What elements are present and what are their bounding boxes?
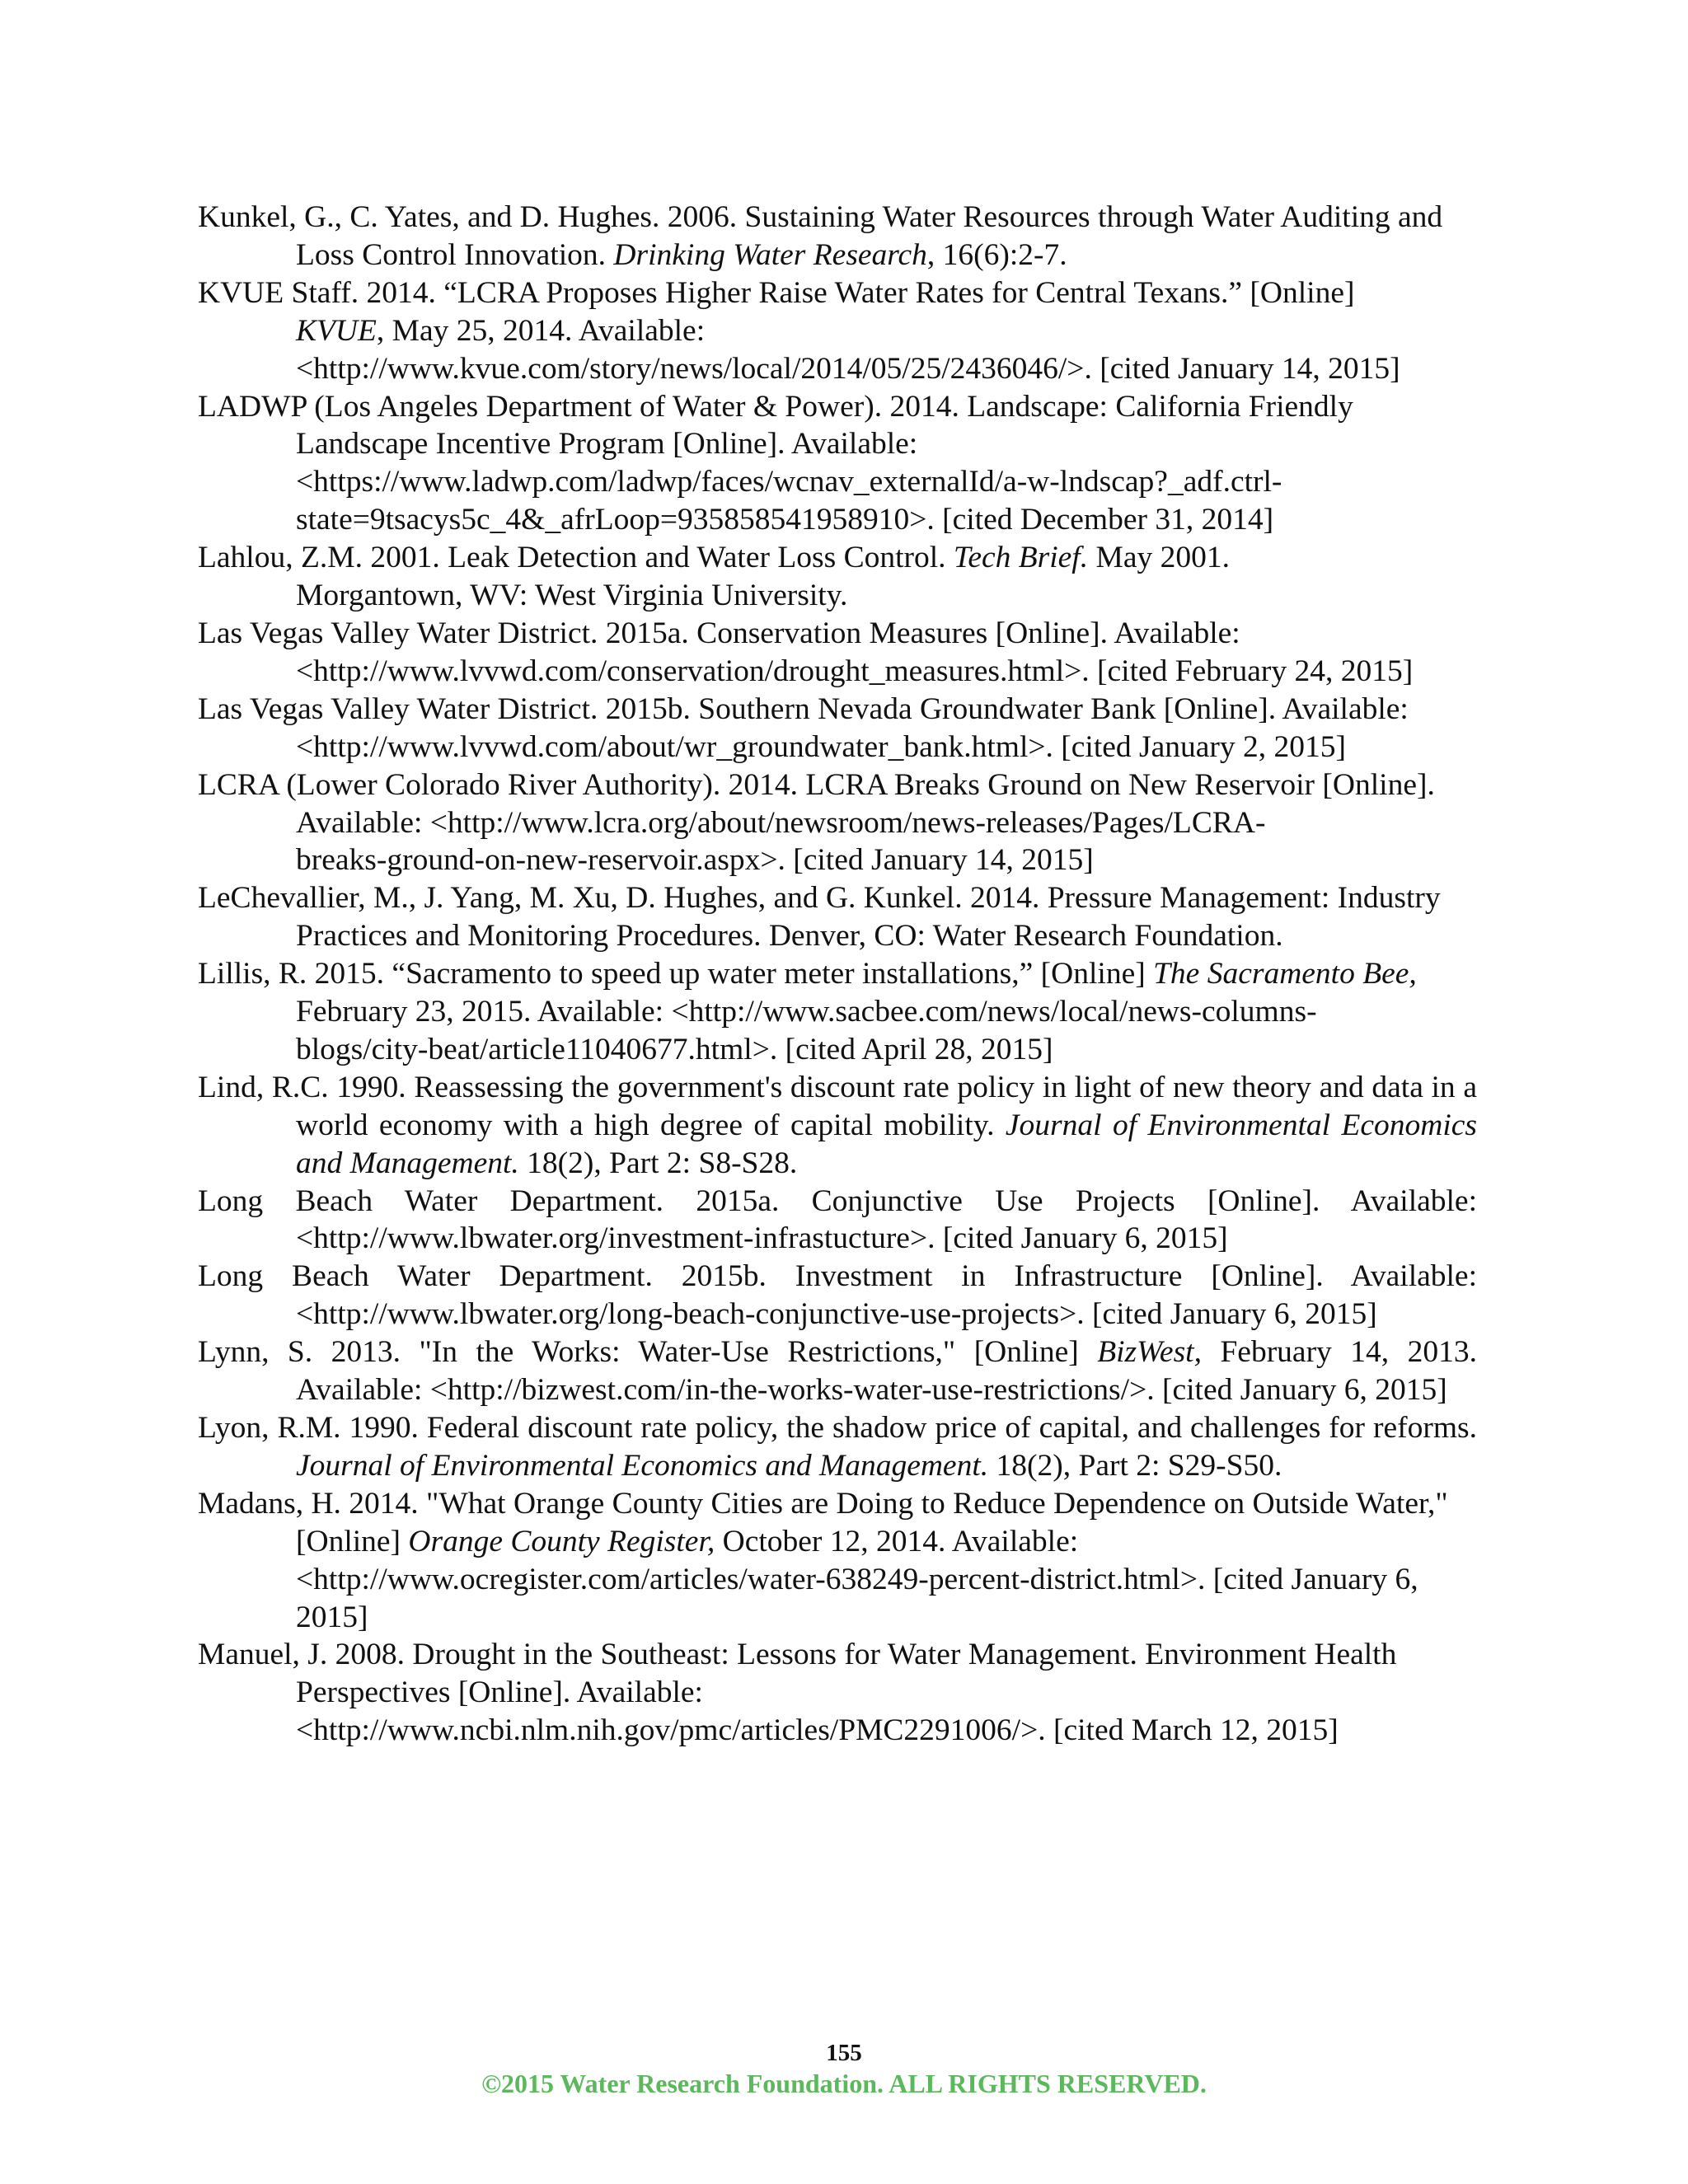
reference-text: Lahlou, Z.M. 2001. Leak Detection and Water Loss Control. bbox=[198, 541, 954, 575]
reference-text: <http://www.lvvwd.com/conservation/drought_measures.html>. [cited February 24, 2015] bbox=[296, 654, 1414, 688]
reference-source-title: The Sacramento Bee, bbox=[1153, 957, 1417, 991]
reference-text: Madans, H. 2014. "What Orange County Cities are Doing to Reduce Dependence on Outside Water," [Online] bbox=[198, 1486, 1448, 1558]
reference-text: Lynn, S. 2013. "In the Works: Water-Use Restrictions," [Online] bbox=[198, 1335, 1098, 1370]
reference-text: February 23, 2015. Available: <http://www.sacbee.com/news/local/news-columns- bbox=[296, 995, 1317, 1029]
reference-source-title: Orange County Register, bbox=[408, 1524, 715, 1558]
reference-text: May 2001. bbox=[1088, 541, 1230, 575]
reference-entry bbox=[198, 1258, 1477, 1333]
reference-text: LCRA (Lower Colorado River Authority). 2014. LCRA Breaks Ground on New Reservoir [Online]. Available: <http://www.lcra.org/about/newsroom/news-releases/Pages/LCRA- bbox=[198, 767, 1435, 840]
reference-text: Lind, R.C. 1990. Reassessing the government's discount rate policy in light of new theory and data in a world economy with a high degree of capital mobility. bbox=[198, 1070, 1477, 1142]
reference-entry bbox=[198, 1485, 1477, 1637]
reference-text: , 16(6):2-7. bbox=[926, 237, 1067, 272]
reference-text: , May 25, 2014. Available: bbox=[376, 313, 706, 348]
reference-entry bbox=[198, 1333, 1477, 1409]
reference-text: Long Beach Water Department. 2015b. Investment in Infrastructure [Online]. Available: <http://www.lbwater.org/long-beach-conjunctive-use-projects>. [cited January 6, 2015] bbox=[198, 1259, 1477, 1332]
reference-text: Manuel, J. 2008. Drought in the Southeast: Lessons for Water Management. Environment Health Perspectives [Online]. Available: bbox=[198, 1638, 1397, 1710]
reference-text: <https://www.ladwp.com/ladwp/faces/wcnav_externalId/a-w-lndscap?_adf.ctrl- bbox=[296, 465, 1282, 499]
reference-entry bbox=[198, 879, 1477, 955]
reference-text: <http://www.ncbi.nlm.nih.gov/pmc/articles/PMC2291006/>. [cited March 12, 2015] bbox=[296, 1713, 1339, 1748]
reference-text: Lyon, R.M. 1990. Federal discount rate policy, the shadow price of capital, and challenges for reforms. bbox=[198, 1411, 1477, 1445]
reference-source-title: BizWest, bbox=[1097, 1335, 1202, 1370]
reference-text: blogs/city-beat/article11040677.html>. [cited April 28, 2015] bbox=[296, 1032, 1053, 1066]
reference-entry bbox=[198, 274, 1477, 388]
reference-entry bbox=[198, 1409, 1477, 1485]
reference-text: 18(2), Part 2: S29-S50. bbox=[988, 1448, 1282, 1483]
reference-entry bbox=[198, 691, 1477, 766]
reference-text: Morgantown, WV: West Virginia University. bbox=[296, 579, 848, 613]
reference-entry bbox=[198, 199, 1477, 274]
reference-source-title: Tech Brief. bbox=[953, 541, 1089, 575]
reference-entry bbox=[198, 1636, 1477, 1750]
reference-text: Kunkel, G., C. Yates, and D. Hughes. 2006. Sustaining Water Resources through Water Auditing and Loss Control Innovation. bbox=[198, 200, 1443, 272]
reference-text: October 12, 2014. Available: bbox=[715, 1524, 1079, 1558]
reference-entry bbox=[198, 955, 1477, 1069]
copyright-notice: ©2015 Water Research Foundation. ALL RIGHTS RESERVED. bbox=[481, 2069, 1207, 2098]
reference-entry bbox=[198, 766, 1477, 880]
reference-text: LADWP (Los Angeles Department of Water & Power). 2014. Landscape: California Friendly Landscape Incentive Program [Online]. Available: bbox=[198, 389, 1353, 462]
reference-source-title: Journal of Environmental Economics and Management. bbox=[296, 1448, 989, 1483]
reference-text: February 14, 2013. Available: <http://bizwest.com/in-the-works-water-use-restrictions/>. [cited January 6, 2015] bbox=[296, 1335, 1477, 1408]
reference-text: KVUE Staff. 2014. “LCRA Proposes Higher Raise Water Rates for Central Texans.” [Online] bbox=[198, 275, 1355, 310]
reference-text: breaks-ground-on-new-reservoir.aspx>. [cited January 14, 2015] bbox=[296, 843, 1094, 878]
reference-source-title: KVUE bbox=[296, 313, 377, 348]
reference-text: state=9tsacys5c_4&_afrLoop=935858541958910>. [cited December 31, 2014] bbox=[296, 503, 1274, 537]
reference-entry bbox=[198, 1069, 1477, 1183]
reference-entry bbox=[198, 1183, 1477, 1258]
reference-text: <http://www.ocregister.com/articles/water-638249-percent-district.html>. [cited January 6, 2015] bbox=[296, 1562, 1418, 1634]
reference-text: Lillis, R. 2015. “Sacramento to speed up water meter installations,” [Online] bbox=[198, 957, 1154, 991]
reference-text: Long Beach Water Department. 2015a. Conjunctive Use Projects [Online]. Available: <http://www.lbwater.org/investment-infrastucture>. [cited January 6, 2015] bbox=[198, 1183, 1477, 1256]
reference-text: <http://www.kvue.com/story/news/local/2014/05/25/2436046/>. [cited January 14, 2015] bbox=[296, 351, 1400, 386]
reference-text: Las Vegas Valley Water District. 2015b. Southern Nevada Groundwater Bank [Online]. Available: <http://www.lvvwd.com/about/wr_groundwater_bank.html>. [cited January 2, 2015] bbox=[198, 691, 1409, 764]
reference-text: Las Vegas Valley Water District. 2015a. Conservation Measures [Online]. Available: bbox=[198, 616, 1240, 650]
reference-entry bbox=[198, 615, 1477, 691]
reference-text: LeChevallier, M., J. Yang, M. Xu, D. Hughes, and G. Kunkel. 2014. Pressure Management: Industry Practices and Monitoring Procedures. Denver, CO: Water Research Foundation. bbox=[198, 881, 1441, 954]
reference-text: 18(2), Part 2: S8-S28. bbox=[518, 1146, 798, 1180]
reference-source-title: Journal of Environmental Economics and Management. bbox=[296, 1108, 1477, 1180]
page-number: 155 bbox=[826, 2040, 862, 2066]
reference-entry bbox=[198, 388, 1477, 540]
reference-list bbox=[198, 199, 1477, 1750]
reference-source-title: Drinking Water Research bbox=[613, 237, 927, 272]
reference-entry bbox=[198, 539, 1477, 615]
